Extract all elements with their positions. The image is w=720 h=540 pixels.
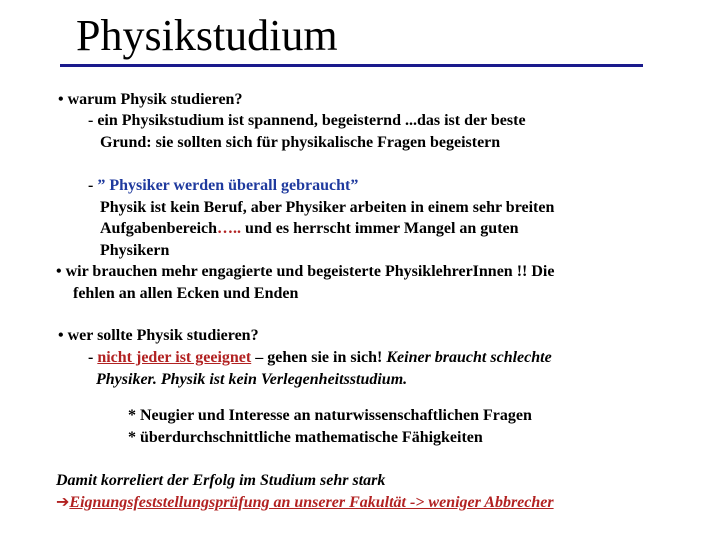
section2-line1 <box>88 347 552 368</box>
dash: - <box>88 349 98 366</box>
section1-heading: • warum Physik studieren? <box>58 91 243 108</box>
section1-sub2-line3: Physikern <box>100 242 170 259</box>
ellipsis: ….. <box>217 220 242 237</box>
arrow-right-icon: ➔ <box>56 492 70 511</box>
dash: - <box>88 177 98 194</box>
title-underline <box>60 64 643 67</box>
keiner-braucht: Keiner braucht schlechte <box>386 349 552 366</box>
slide-title: Physikstudium <box>76 11 338 60</box>
gehen-sie-in-sich: – gehen sie in sich! <box>251 349 387 366</box>
point-mathematik: * überdurchschnittliche mathematische Fähigkeiten <box>128 429 483 446</box>
section2-line2: Physiker. Physik ist kein Verlegenheitsstudium. <box>96 371 408 388</box>
conclusion-line1: Damit korreliert der Erfolg im Studium sehr stark <box>56 472 386 489</box>
point-neugier: * Neugier und Interesse an naturwissenschaftlichen Fragen <box>128 407 532 424</box>
conclusion-line2 <box>56 491 554 513</box>
bullet2-line1: • wir brauchen mehr engagierte und begeisterte PhysiklehrerInnen !! Die <box>56 263 555 280</box>
nicht-jeder-geeignet: nicht jeder ist geeignet <box>97 349 252 366</box>
physiker-quote: ” Physiker werden überall gebraucht” <box>97 177 359 194</box>
section1-sub2-line2 <box>100 218 519 239</box>
section1-sub2-line0 <box>88 175 358 196</box>
section1-sub2-line1: Physik ist kein Beruf, aber Physiker arbeiten in einem sehr breiten <box>100 199 555 216</box>
mangel-text: und es herrscht immer Mangel an guten <box>241 220 519 237</box>
section2-heading: • wer sollte Physik studieren? <box>58 327 259 344</box>
aufgabenbereich: Aufgabenbereich <box>100 220 218 237</box>
section1-sub1-line2: Grund: sie sollten sich für physikalische Fragen begeistern <box>100 134 501 151</box>
eignungsfeststellung: Eignungsfeststellungsprüfung an unserer Fakultät -> weniger Abbrecher <box>69 494 554 511</box>
bullet2-line2: fehlen an allen Ecken und Enden <box>73 285 299 302</box>
section1-sub1-line1: - ein Physikstudium ist spannend, begeisternd ...das ist der beste <box>88 112 526 129</box>
